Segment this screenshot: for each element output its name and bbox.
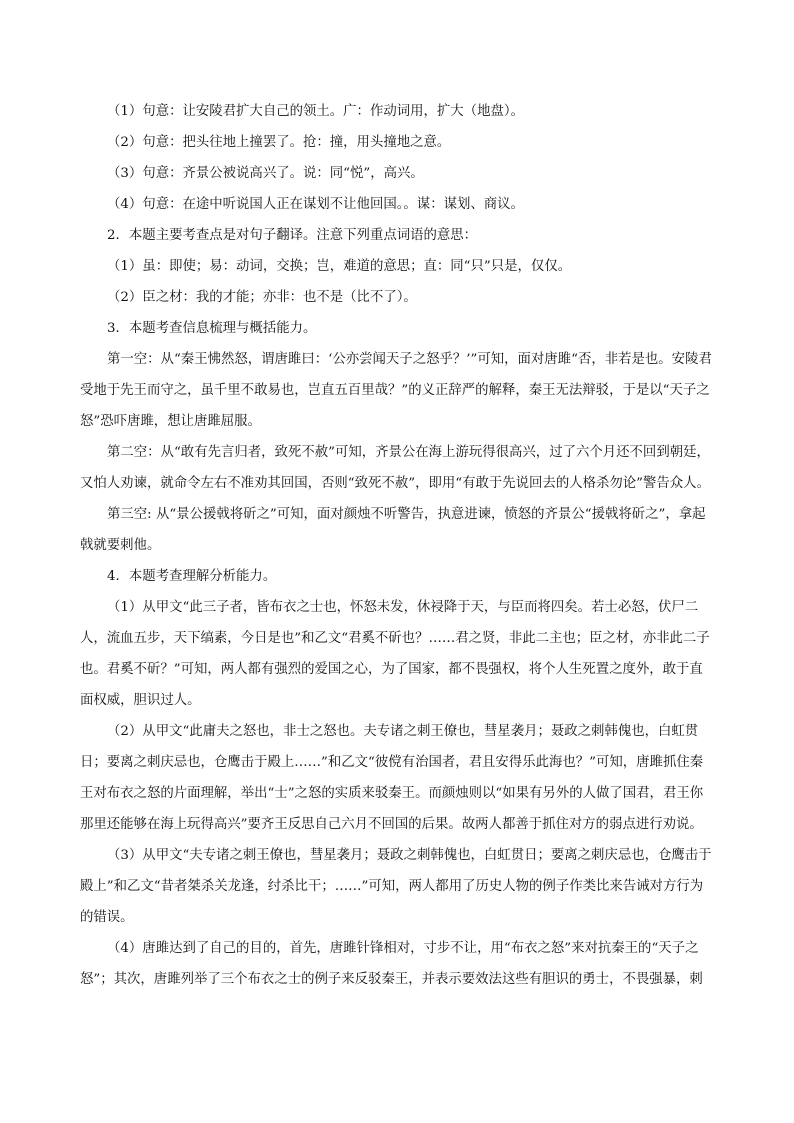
answer-3-blank-2: 第二空：从“敢有先言归者，致死不赦”可知，齐景公在海上游玩得很高兴，过了六个月还不回到朝廷，又怕人劝谏，就命令左右不准劝其回国，否则“致死不赦”，即用“有敢于先说回去的人格杀勿论”警告众人。: [80, 445, 710, 491]
answer-4-4: （4）唐雎达到了自己的目的，首先，唐雎针锋相对，寸步不让，用“布衣之怒”来对抗秦王的“天子之怒”；其次，唐雎列举了三个布衣之士的例子来反驳秦王，并表示要效法这些有胆识的勇士，不畏强暴，刺: [80, 941, 703, 987]
answer-3-blank-1: 第一空：从“秦王怫然怒，谓唐雎曰：‘公亦尝闻天子之怒乎？’”可知，面对唐雎“否，非若是也。安陵君受地于先王而守之，虽千里不敢易也，岂直五百里哉？”的义正辞严的解释，秦王无法辩驳，于是以“天子之怒”恐吓唐雎，想让唐雎屈服。: [80, 352, 712, 429]
answer-2-2: （2）臣之材：我的才能；亦非：也不是（比不了）。: [107, 290, 417, 305]
answer-2-1: （1）虽：即使；易：动词，交换；岂，难道的意思；直：同“只”只是，仅仅。: [107, 259, 572, 274]
answer-3-blank-3: 第三空: 从“景公援戟将斫之”可知，面对颜烛不听警告，执意进谏，愤怒的齐景公“援戟将斫之”，拿起戟就要刺他。: [80, 507, 706, 553]
answer-1-2: （2）句意：把头往地上撞罢了。抢：撞，用头撞地之意。: [107, 135, 451, 150]
answer-4-1: （1）从甲文“此三子者，皆布衣之士也，怀怒未发，休祲降于天，与臣而将四矣。若士必怒，伏尸二人，流血五步，天下缟素，今日是也”和乙文“君奚不斫也？……君之贤，非此二主也；臣之材，亦非此二子也。君奚不斫？”可知，两人都有强烈的爱国之心，为了国家，都不畏强权，将个人生死置之度外，敢于直面权威，胆识过人。: [80, 600, 710, 708]
question-2-heading: 2．本题主要考查点是对句子翻译。注意下列重点词语的意思：: [107, 228, 478, 243]
answer-1-1: （1）句意：让安陵君扩大自己的领土。广：作动词用，扩大（地盘）。: [107, 104, 524, 119]
question-4-heading: 4．本题考查理解分析能力。: [107, 569, 277, 584]
answer-4-3: （3）从甲文“夫专诸之刺王僚也，彗星袭月；聂政之刺韩傀也，白虹贯日；要离之刺庆忌也，仓鹰击于殿上”和乙文“昔者桀杀关龙逢，纣杀比干；……”可知，两人都用了历史人物的例子作类比来告诫对方行为的错误。: [80, 848, 712, 925]
question-3-heading: 3．本题考查信息梳理与概括能力。: [107, 321, 317, 336]
answer-1-3: （3）句意：齐景公被说高兴了。说：同“悦”，高兴。: [107, 166, 424, 181]
answer-1-4: （4）句意：在途中听说国人正在谋划不让他回国。。谋：谋划、商议。: [107, 197, 524, 212]
answer-4-2: （2）从甲文“此庸夫之怒也，非士之怒也。夫专诸之刺王僚也，彗星袭月；聂政之刺韩傀也，白虹贯日；要离之刺庆忌也，仓鹰击于殿上……”和乙文“彼傥有治国者，君且安得乐此海也？”可知，唐雎抓住秦王对布衣之怒的片面理解，举出“士”之怒的实质来驳秦王。而颜烛则以“如果有另外的人做了国君，君王你那里还能够在海上玩得高兴”要齐王反思自己六月不回国的后果。故两人都善于抓住对方的弱点进行劝说。: [80, 724, 704, 832]
